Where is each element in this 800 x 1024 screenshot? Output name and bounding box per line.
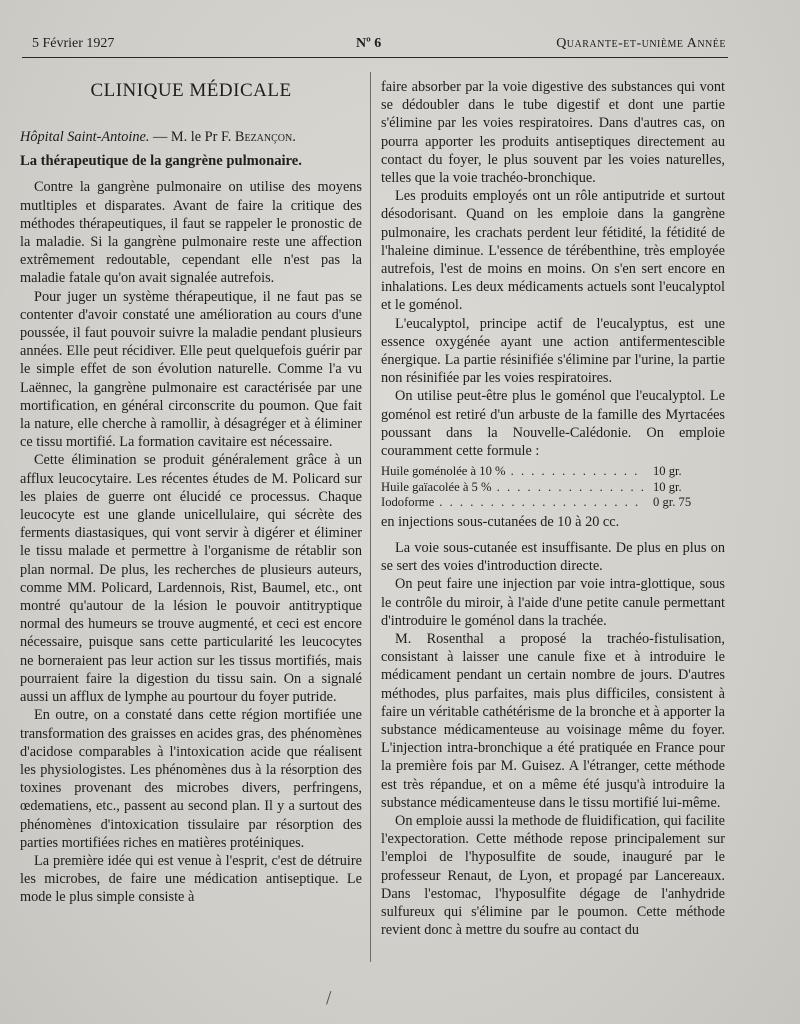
paragraph: M. Rosenthal a proposé la trachéo-fistulisation, consistant à laisser une canule fixe et à introduire le médicament pendant un certain nombre de jours. D'autres méthodes, plus parfaites, mais plus difficiles, consistent à faire un véritable cathétérisme de la bronche et à apporter la substance médicamenteuse au voisinage même du foyer. L'injection intra-bronchique a été pratiquée en France pour la première fois par M. Guisez. A l'étranger, cette méthode est très répandue, et on a même été jusqu'à introduire la substance médicamenteuse dans le tissu mortifié lui-même. [381, 630, 725, 811]
formula-dose: 10 gr. [653, 479, 682, 494]
left-column [20, 78, 362, 907]
paragraph: La première idée qui est venue à l'esprit, c'est de détruire les microbes, de faire une médication antiseptique. Le mode le plus simple consiste à [20, 852, 362, 906]
paragraph: Contre la gangrène pulmonaire on utilise des moyens mutltiples et disparates. Avant de faire la critique des méthodes thérapeutiques, il faut se rappeler le pronostic de la maladie. Si la gangrène pulmonaire reste une affection extrêmement redoutable, cependant elle n'est pas la maladie fatale qu'on avait signalée autrefois. [20, 179, 362, 287]
formula-ingredient: Huile goménolée à 10 % . . . [381, 464, 645, 480]
paragraph: On utilise peut-être plus le goménol que l'eucalyptol. Le goménol est retiré d'un arbuste de la famille des Myrtacées poussant dans la Nouvelle-Calédonie. On emploie couramment cette formule : [381, 388, 725, 460]
paragraph: Pour juger un système thérapeutique, il ne faut pas se contenter d'avoir constaté une amélioration au cours d'une poussée, il faut pouvoir suivre la maladie pendant plusieurs années. Elle peut récidiver. Elle peut quelquefois guérir par le simple effet de son évolution naturelle. Comme l'a vu Laënnec, la gangrène pulmonaire est caractérisée par une mortification, en général circonscrite du poumon. Que fait la nature, elle cherche à ramollir, à désagréger et à éliminer ce tissu mortifié. La formation cavitaire est nécessaire. [20, 288, 362, 451]
paragraph: faire absorber par la voie digestive des substances qui vont se dédoubler dans le tube digestif et dont une partie s'élimine par les voies respiratoires. Dans d'autres cas, on pourra apporter les produits antiseptiques directement au contact du foyer, le plus souvent par les voies naturelles, telles que la voie trachéo-bronchique. [381, 79, 725, 187]
author-name: Bezançon. [234, 129, 296, 145]
formula-dose: 0 gr. 75 [653, 495, 692, 510]
page-mark [326, 991, 339, 1007]
formula-ingredient: Huile gaïacolée à 5 % . . . [381, 480, 645, 496]
page-header [32, 36, 726, 56]
formula-dose: 10 gr. [653, 464, 682, 479]
paragraph: Cette élimination se produit généralement grâce à un afflux leucocytaire. Les récentes études de M. Policard sur les plaies de guerre ont élucidé ce processus. Chaque leucocyte est une glande unicellulaire, qui sécrète des ferments diastasiques, qui vont servir à digérer et éliminer le tissu malade et permettre à l'organisme de rétablir son plan normal. De plus, les recherches de plusieurs auteurs, comme MM. Policard, Lardennois, Rist, Baumel, etc., ont montré qu'autour de la lésion le pouvoir antitryptique normal des humeurs se trouve augmenté, et ceci est encore nécessaire, puisque sans cette particularité les leucocytes ne borneraient pas leur action sur les tissus mortifiés, mais pourraient faire la digestion du tissu sain. On a signalé aussi un afflux de lymphe au pourtour du foyer putride. [20, 452, 362, 706]
formula-row [381, 495, 725, 511]
spacer [381, 531, 725, 539]
paragraph: Les produits employés ont un rôle antiputride et surtout désodorisant. Quand on les emploie dans la gangrène pulmonaire, les crachats perdent leur fétidité, la fétidité de l'haleine diminue. L'essence de térébenthine, très employée autrefois, l'est de moins en moins. On s'en sert encore en inhalations. Les deux médicaments actuels sont l'eucalyptol et le goménol. [381, 188, 725, 314]
paragraph: On peut faire une injection par voie intra-glottique, sous le contrôle du miroir, à l'aide d'une petite canule permettant d'introduire le goménol dans la trachée. [381, 576, 725, 629]
header-rule [22, 57, 728, 58]
column-divider [370, 72, 371, 962]
injection-line: en injections sous-cutanées de 10 à 20 cc. [381, 513, 620, 530]
byline [20, 128, 362, 146]
volume-year: Quarante-et-unième Année [556, 36, 726, 51]
formula-ingredient: Iodoforme . . . [381, 495, 645, 511]
right-column [381, 78, 725, 939]
hospital-name: Hôpital Saint-Antoine. [20, 129, 150, 145]
issue-number: Nº 6 [356, 36, 382, 51]
paragraph: En outre, on a constaté dans cette région mortifiée une transformation des graisses en acides gras, des phénomènes d'acidose comparables à l'intoxication acide que réalisent les physiologistes. Les phénomènes dus à la résorption des toxines provenant des microbes divers, perfringens, œdematiens, etc., passent au second plan. Il y a surtout des phénomènes d'intoxication tissulaire par résorption des parties mortifiées riches en matières protéiniques. [20, 707, 362, 851]
article-subtitle: La thérapeutique de la gangrène pulmonaire. [20, 153, 302, 170]
prescription-formula [381, 464, 725, 511]
author-prefix: — M. le Pr F. [149, 129, 235, 145]
paragraph: L'eucalyptol, principe actif de l'eucalyptus, est une essence oxygénée ayant une action antifermentescible énergique. La partie résinifiée s'élimine par l'urine, la partie non résinifiée par les voies respiratoires. [381, 315, 725, 387]
section-title: CLINIQUE MÉDICALE [90, 80, 292, 101]
issue-date: 5 Février 1927 [32, 36, 115, 51]
paragraph: La voie sous-cutanée est insuffisante. De plus en plus on se sert des voies d'introduction directe. [381, 539, 725, 575]
paragraph: On emploie aussi la methode de fluidification, qui facilite l'expectoration. Cette méthode repose principalement sur l'emploi de l'hyposulfite de soude, inauguré par le professeur Renaut, de Lyon, et propagé par Lancereaux. Dans l'estomac, l'hyposulfite dégage de l'anhydride sulfureux qui s'élimine par le poumon. Cette méthode revient donc à mettre du soufre au contact du [381, 813, 725, 939]
formula-row [381, 464, 725, 480]
formula-row [381, 480, 725, 496]
